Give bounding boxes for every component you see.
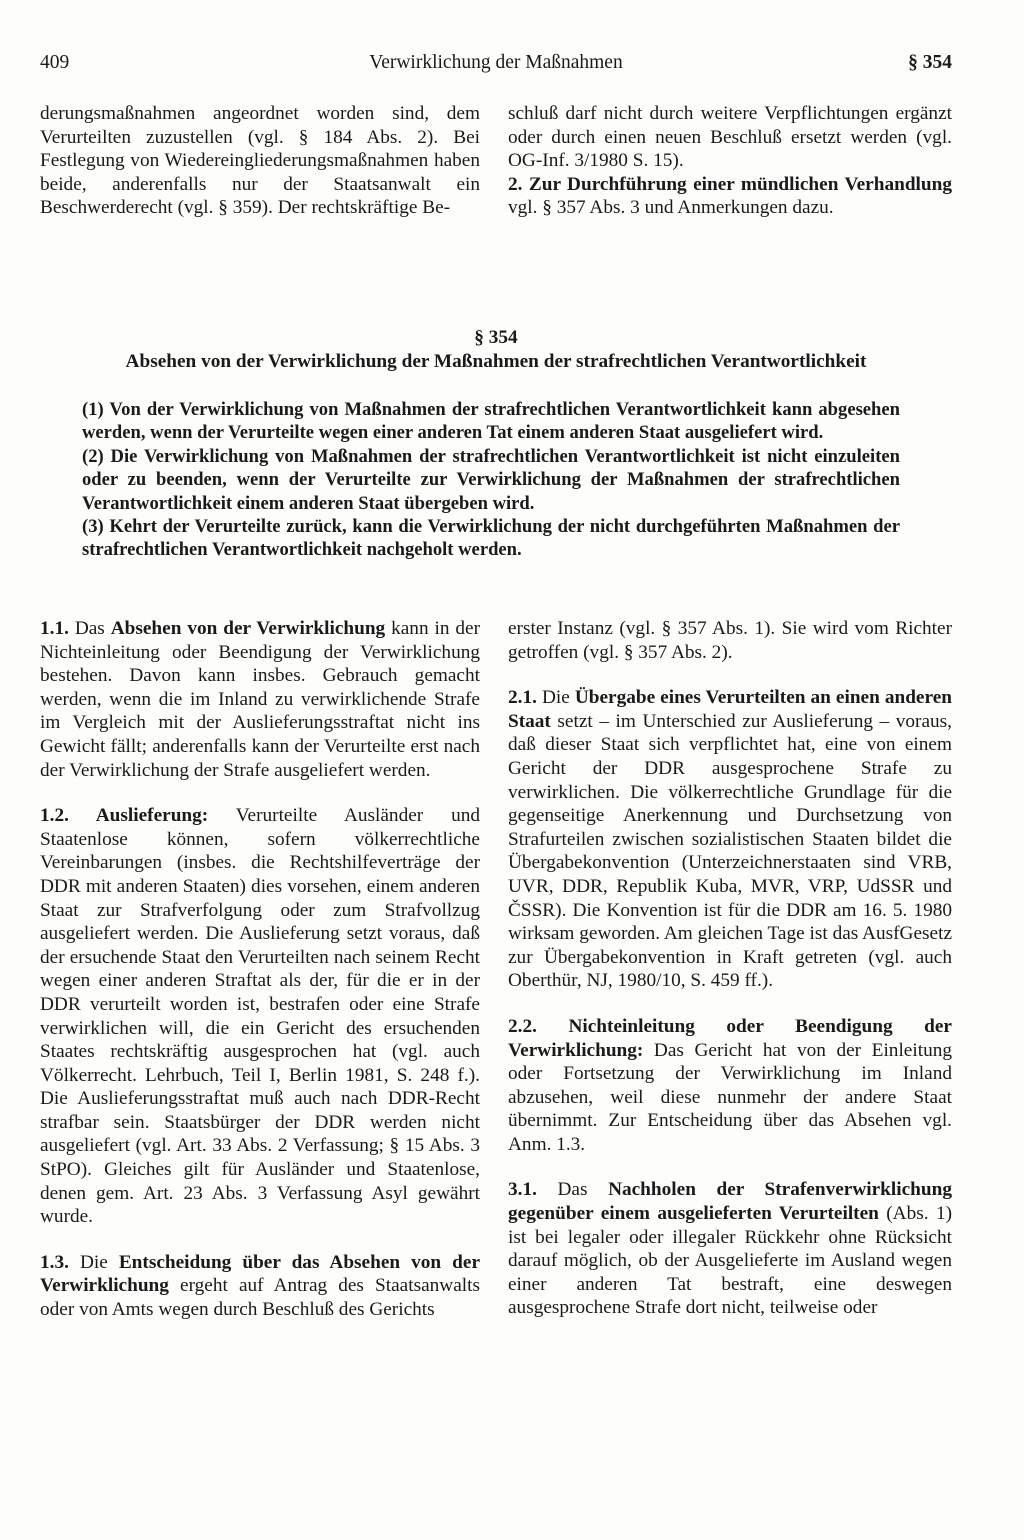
note-2-2-heading: Nichteinleitung oder Beendigung der Verwirklichung:	[508, 1015, 952, 1061]
note-1-3-num: 1.3.	[40, 1251, 69, 1273]
note-3-1-num: 3.1.	[508, 1179, 537, 1201]
top-right-text: schluß darf nicht durch weitere Verpflichtungen ergänzt oder durch einen neuen Beschluß ersetzt werden (vgl. OG-Inf. 3/1980 S. 15).	[508, 103, 952, 172]
note-2-2-num: 2.2.	[508, 1015, 537, 1037]
note-2	[508, 173, 952, 220]
note-1-2-num: 1.2.	[40, 805, 69, 827]
note-1-2: 1.2. Auslieferung: Verurteilte Ausländer und Staatenlose können, sofern völkerrechtliche Vereinbarungen (insbes. die Rechtshilfeverträge der DDR mit anderen Staaten) dies vorsehen, einem anderen Staat zur Strafverfolgung oder zum Strafvollzug ausgeliefert werden. Die Auslieferung setzt voraus, daß der ersuchende Staat den Verurteilten nach seinem Recht wegen einer anderen Straftat als der, für die er in der DDR verurteilt worden ist, bestrafen oder eine Strafe verwirklichen will, die ein Gericht des ersuchenden Staates rechtskräftig ausgesprochen hat (vgl. auch Völkerrecht. Lehrbuch, Teil I, Berlin 1981, S. 248 f.). Die Auslieferungsstraftat muß auch nach DDR-Recht strafbar sein. Staatsbürger der DDR werden nicht ausgeliefert (vgl. Art. 33 Abs. 2 Verfassung; § 15 Abs. 3 StPO). Gleiches gilt für Ausländer und Staatenlose, denen gem. Art. 23 Abs. 3 Verfassung Asyl gewährt wurde.	[40, 805, 480, 1228]
note-1-3-heading: Entscheidung über das Absehen von der Verwirklichung	[40, 1251, 480, 1297]
statute-text	[82, 398, 900, 562]
commentary-right-column	[508, 617, 952, 1320]
statute-paragraph-3: (3) Kehrt der Verurteilte zurück, kann die Verwirklichung der nicht durchgeführten Maßnahmen der strafrechtlichen Verantwortlichkeit nachgeholt werden.	[82, 516, 900, 561]
note-2-2: 2.2. Nichteinleitung oder Beendigung der Verwirklichung: Das Gericht hat von der Einleitung oder Fortsetzung der Verwirklichung im Inland abzusehen, weil diese nunmehr der andere Staat übernimmt. Zur Entscheidung über das Absehen vgl. Anm. 1.3.	[508, 1015, 952, 1155]
note-2-1: 2.1. Die Übergabe eines Verurteilten an einen anderen Staat setzt – im Unterschied zur Auslieferung – voraus, daß dieser Staat sich verpflichtet hat, eine von einem Gericht der DDR ausgesprochene Strafe zu verwirklichen. Die völkerrechtliche Grundlage für die gegenseitige Anerkennung und Durchsetzung von Strafurteilen zwischen sozialistischen Staaten bildet die Übergabekonvention (Unterzeichnerstaaten sind VRB, UVR, DDR, Republik Kuba, MVR, VRP, UdSSR und ČSSR). Die Konvention ist für die DDR am 16. 5. 1980 wirksam geworden. Am gleichen Tage ist das AusfGesetz zur Übergabekonvention in Kraft getreten (vgl. auch Oberthür, NJ, 1980/10, S. 459 ff.).	[508, 687, 952, 992]
note-3-1: 3.1. Das Nachholen der Strafenverwirklichung gegenüber einem ausgelieferten Verurteilten (Abs. 1) ist bei legaler oder illegaler Rückkehr ohne Rücksicht darauf möglich, ob der Ausgelieferte im Ausland wegen einer anderen Tat bestraft, eine deswegen ausgesprochene Strafe dort nicht, teilweise oder	[508, 1179, 953, 1319]
note-1-1-heading: Absehen von der Verwirklichung	[110, 618, 386, 639]
statute-paragraph-1: (1) Von der Verwirklichung von Maßnahmen der strafrechtlichen Verantwortlichkeit kann abgesehen werden, wenn der Verurteilte wegen einer anderen Tat einem anderen Staat ausgeliefert wird.	[82, 399, 900, 444]
header-title: Verwirklichung der Maßnahmen	[369, 52, 623, 73]
note-1-1-num: 1.1.	[40, 618, 69, 639]
note-2-1-num: 2.1.	[508, 687, 537, 709]
statute-paragraph-2: (2) Die Verwirklichung von Maßnahmen der strafrechtlichen Verantwortlichkeit ist nicht einzuleiten oder zu beenden, wenn der Verurteilte zur Verwirklichung der Maßnahmen der strafrechtlichen Verantwortlichkeit einem anderen Staat übergeben wird.	[82, 445, 900, 514]
top-left-text: derungsmaßnahmen angeordnet worden sind, dem Verurteilten zuzustellen (vgl. § 184 Abs. 2). Bei Festlegung von Wiedereingliederungsmaßnahmen haben beide, anderenfalls nur der Staatsanwalt ein Beschwerderecht (vgl. § 359). Der rechtskräftige Be-	[40, 103, 480, 219]
note-1-3-continued: erster Instanz (vgl. § 357 Abs. 1). Sie wird vom Richter getroffen (vgl. § 357 Abs. 2).	[508, 618, 952, 663]
top-right-column	[508, 102, 952, 220]
header-section: § 354	[908, 52, 952, 73]
note-1-3: 1.3. Die Entscheidung über das Absehen von der Verwirklichung ergeht auf Antrag des Staatsanwalts oder von Amts wegen durch Beschluß des Gerichts	[40, 1251, 480, 1321]
page-number: 409	[40, 52, 70, 73]
note-3-1-heading: Nachholen der Strafenverwirklichung gegenüber einem ausgelieferten Verurteilten	[508, 1179, 952, 1225]
note-1-2-heading: Auslieferung:	[68, 805, 209, 827]
note-2-heading: 2. Zur Durchführung einer mündlichen Verhandlung	[508, 173, 952, 195]
running-header	[40, 52, 952, 82]
top-left-column	[40, 102, 480, 220]
section-number: § 354	[474, 327, 518, 348]
commentary-left-column	[40, 617, 480, 1322]
note-2-1-heading: Übergabe eines Verurteilten an einen anderen Staat	[508, 687, 952, 732]
section-title: Absehen von der Verwirklichung der Maßnahmen der strafrechtlichen Verantwortlichkeit	[125, 351, 867, 372]
note-2-text: vgl. § 357 Abs. 3 und Anmerkungen dazu.	[508, 197, 834, 219]
note-1-1: 1.1. Das Absehen von der Verwirklichung kann in der Nichteinleitung oder Beendigung der Verwirklichung bestehen. Davon kann insbes. Gebrauch gemacht werden, wenn die im Inland zu verwirklichende Strafe im Vergleich mit der Auslieferungsstraftat nicht ins Gewicht fällt; anderenfalls kann der Verurteilte erst nach der Verwirklichung der Strafe ausgeliefert werden.	[40, 618, 480, 781]
section-heading	[40, 326, 952, 374]
